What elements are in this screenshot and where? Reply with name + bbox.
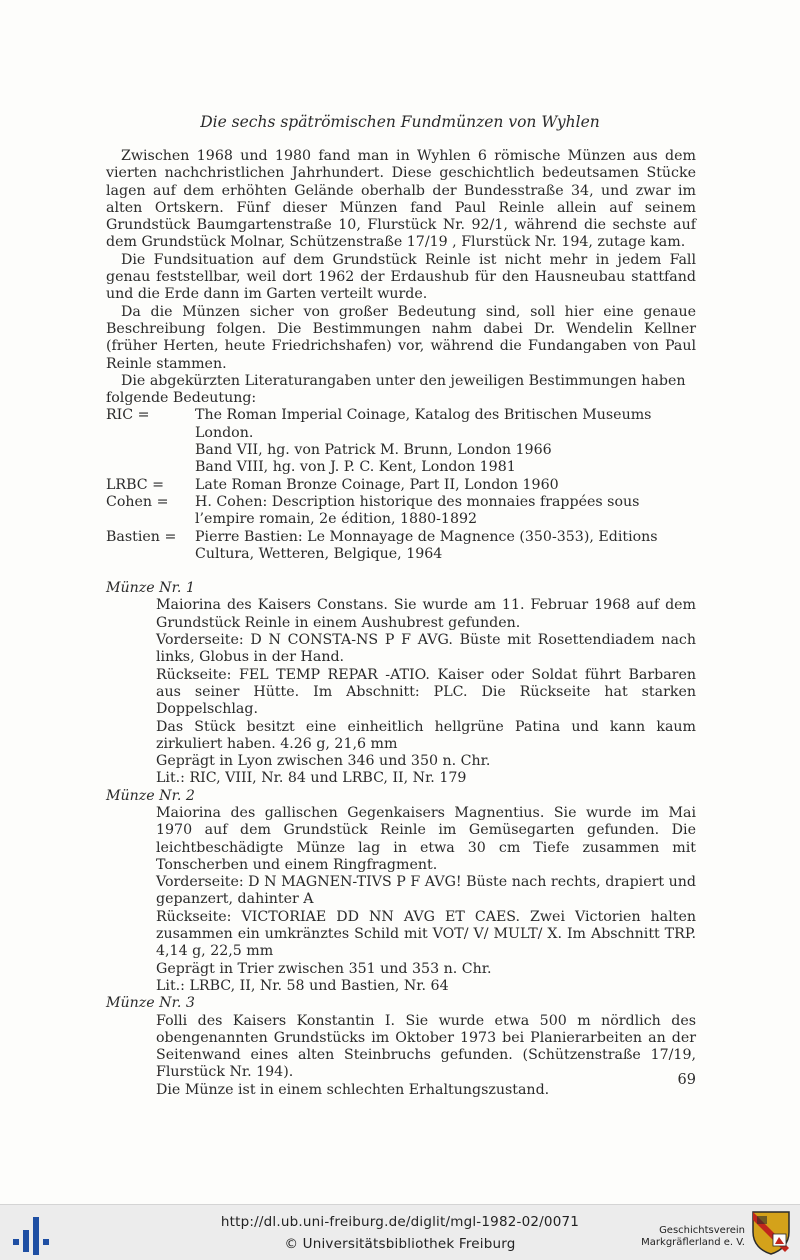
abbreviation-key: Bastien = xyxy=(106,528,177,545)
intro-paragraph: Zwischen 1968 und 1980 fand man in Wyhlen 6 römische Münzen aus dem vierten nachchristlichen Jahrhundert. Diese geschichtlich bedeutsamen Stücke lagen auf dem erhöhten Gelände oberhalb der Bundesstraße 34, und zwar im alten Ortskern. Fünf dieser Münzen fand Paul Reinle allein auf seinem Grundstück Baumgartenstraße 10, Flurstück Nr. 92/1, während die sechste auf dem Grundstück Molnar, Schützenstraße 17/19 , Flurstück Nr. 194, zutage kam. xyxy=(106,148,696,251)
coin-heading: Münze Nr. 2 xyxy=(106,787,195,804)
abbreviation-row xyxy=(106,477,696,494)
coat-of-arms-icon[interactable] xyxy=(751,1210,791,1256)
page-header: Die sechs spätrömischen Fundmünzen von Wyhlen xyxy=(200,113,600,131)
coin-paragraph: Das Stück besitzt eine einheitlich hellgrüne Patina und kann kaum zirkuliert haben. 4.26 g, 21,6 mm xyxy=(156,718,696,752)
coin-paragraph: Maiorina des Kaisers Constans. Sie wurde am 11. Februar 1968 auf dem Grundstück Reinle in einem Aushubrest gefunden. xyxy=(156,597,696,631)
abbreviation-value xyxy=(195,529,696,564)
intro-paragraph: Da die Münzen sicher von großer Bedeutung sind, soll hier eine genaue Beschreibung folgen. Die Bestimmungen nahm dabei Dr. Wendelin Kellner (früher Herten, heute Friedrichshafen) vor, während die Fundangaben von Paul Reinle stammen. xyxy=(106,303,696,372)
coin-paragraph: Folli des Kaisers Konstantin I. Sie wurde etwa 500 m nördlich des obengenannten Grundstücks im Oktober 1973 bei Planierarbeiten an der Seitenwand eines alten Steinbruchs gefunden. (Schützenstraße 17/19, Flurstück Nr. 194). xyxy=(156,1012,696,1081)
coin-paragraph: Vorderseite: D N CONSTA-NS P F AVG. Büste mit Rosettendiadem nach links, Globus in der Hand. xyxy=(156,632,696,666)
viewer-footer xyxy=(0,1204,800,1260)
coin-paragraph: Lit.: RIC, VIII, Nr. 84 und LRBC, II, Nr. 179 xyxy=(156,770,467,787)
copyright-notice: © Universitätsbibliothek Freiburg xyxy=(284,1236,516,1252)
intro-paragraph: Die Fundsituation auf dem Grundstück Reinle ist nicht mehr in jedem Fall genau feststellbar, weil dort 1962 der Erdaushub für den Hausneubau stattfand und die Erde dann im Garten verteilt wurde. xyxy=(106,251,696,303)
coin-paragraph: Maiorina des gallischen Gegenkaisers Magnentius. Sie wurde im Mai 1970 auf dem Grundstück Reinle im Gemüsegarten gefunden. Die leichtbeschädigte Münze lag in etwa 30 cm Tiefe zusammen mit Tonscherben und einem Ringfragment. xyxy=(156,804,696,873)
abbreviation-line: Band VII, hg. von Patrick M. Brunn, London 1966 xyxy=(195,442,552,459)
abbreviation-key: LRBC = xyxy=(106,476,165,493)
coin-paragraph: Die Münze ist in einem schlechten Erhaltungszustand. xyxy=(156,1081,550,1098)
document-body xyxy=(106,148,696,1099)
abbreviation-line: Late Roman Bronze Coinage, Part II, London 1960 xyxy=(195,476,559,493)
abbreviation-key: RIC = xyxy=(106,407,150,424)
intro-paragraph: Die abgekürzten Literaturangaben unter den jeweiligen Bestimmungen haben folgende Bedeutung: xyxy=(106,372,686,407)
coin-paragraph: Geprägt in Trier zwischen 351 und 353 n. Chr. xyxy=(156,960,492,977)
abbreviation-value xyxy=(195,407,696,476)
document-url[interactable]: http://dl.ub.uni-freiburg.de/diglit/mgl-1982-02/0071 xyxy=(220,1214,580,1230)
coin-heading: Münze Nr. 3 xyxy=(106,995,195,1012)
coin-description xyxy=(106,1013,696,1099)
coin-description xyxy=(106,805,696,995)
coin-paragraph: Rückseite: FEL TEMP REPAR -ATIO. Kaiser oder Soldat führt Barbaren aus seiner Hütte. Im Abschnitt: PLC. Die Rückseite hat starken Doppelschlag. xyxy=(156,666,696,718)
abbreviation-value xyxy=(195,477,696,494)
page-number: 69 xyxy=(677,1072,696,1088)
coin-section xyxy=(106,580,696,1099)
abbreviation-value xyxy=(195,494,696,529)
abbreviation-line: H. Cohen: Description historique des monnaies frappées sous l’empire romain, 2e édition, 1880-1892 xyxy=(195,493,640,528)
society-name xyxy=(615,1225,745,1249)
abbreviation-line: Pierre Bastien: Le Monnayage de Magnence (350-353), Editions Cultura, Wetteren, Belgique, 1964 xyxy=(195,528,658,562)
abbreviation-list xyxy=(106,407,696,563)
coin-paragraph: Rückseite: VICTORIAE DD NN AVG ET CAES. Zwei Victorien halten zusammen ein umkränztes Schild mit VOT/ V/ MULT/ X. Im Abschnitt TRP. 4,14 g, 22,5 mm xyxy=(156,908,696,960)
abbreviation-key: Cohen = xyxy=(106,493,169,510)
society-name-line: Geschichtsverein xyxy=(659,1225,745,1236)
abbreviation-row xyxy=(106,529,696,564)
abbreviation-row xyxy=(106,407,696,476)
coin-description xyxy=(106,597,696,787)
society-name-line: Markgräflerland e. V. xyxy=(641,1237,745,1248)
abbreviation-line: The Roman Imperial Coinage, Katalog des Britischen Museums London. xyxy=(195,407,652,441)
coin-heading: Münze Nr. 1 xyxy=(106,580,195,597)
coin-paragraph: Lit.: LRBC, II, Nr. 58 und Bastien, Nr. 64 xyxy=(156,977,449,994)
abbreviation-line: Band VIII, hg. von J. P. C. Kent, London 1981 xyxy=(195,459,516,476)
coin-paragraph: Vorderseite: D N MAGNEN-TIVS P F AVG! Büste nach rechts, drapiert und gepanzert, dahinter A xyxy=(156,874,696,908)
coin-paragraph: Geprägt in Lyon zwischen 346 und 350 n. Chr. xyxy=(156,753,491,770)
abbreviation-row xyxy=(106,494,696,529)
